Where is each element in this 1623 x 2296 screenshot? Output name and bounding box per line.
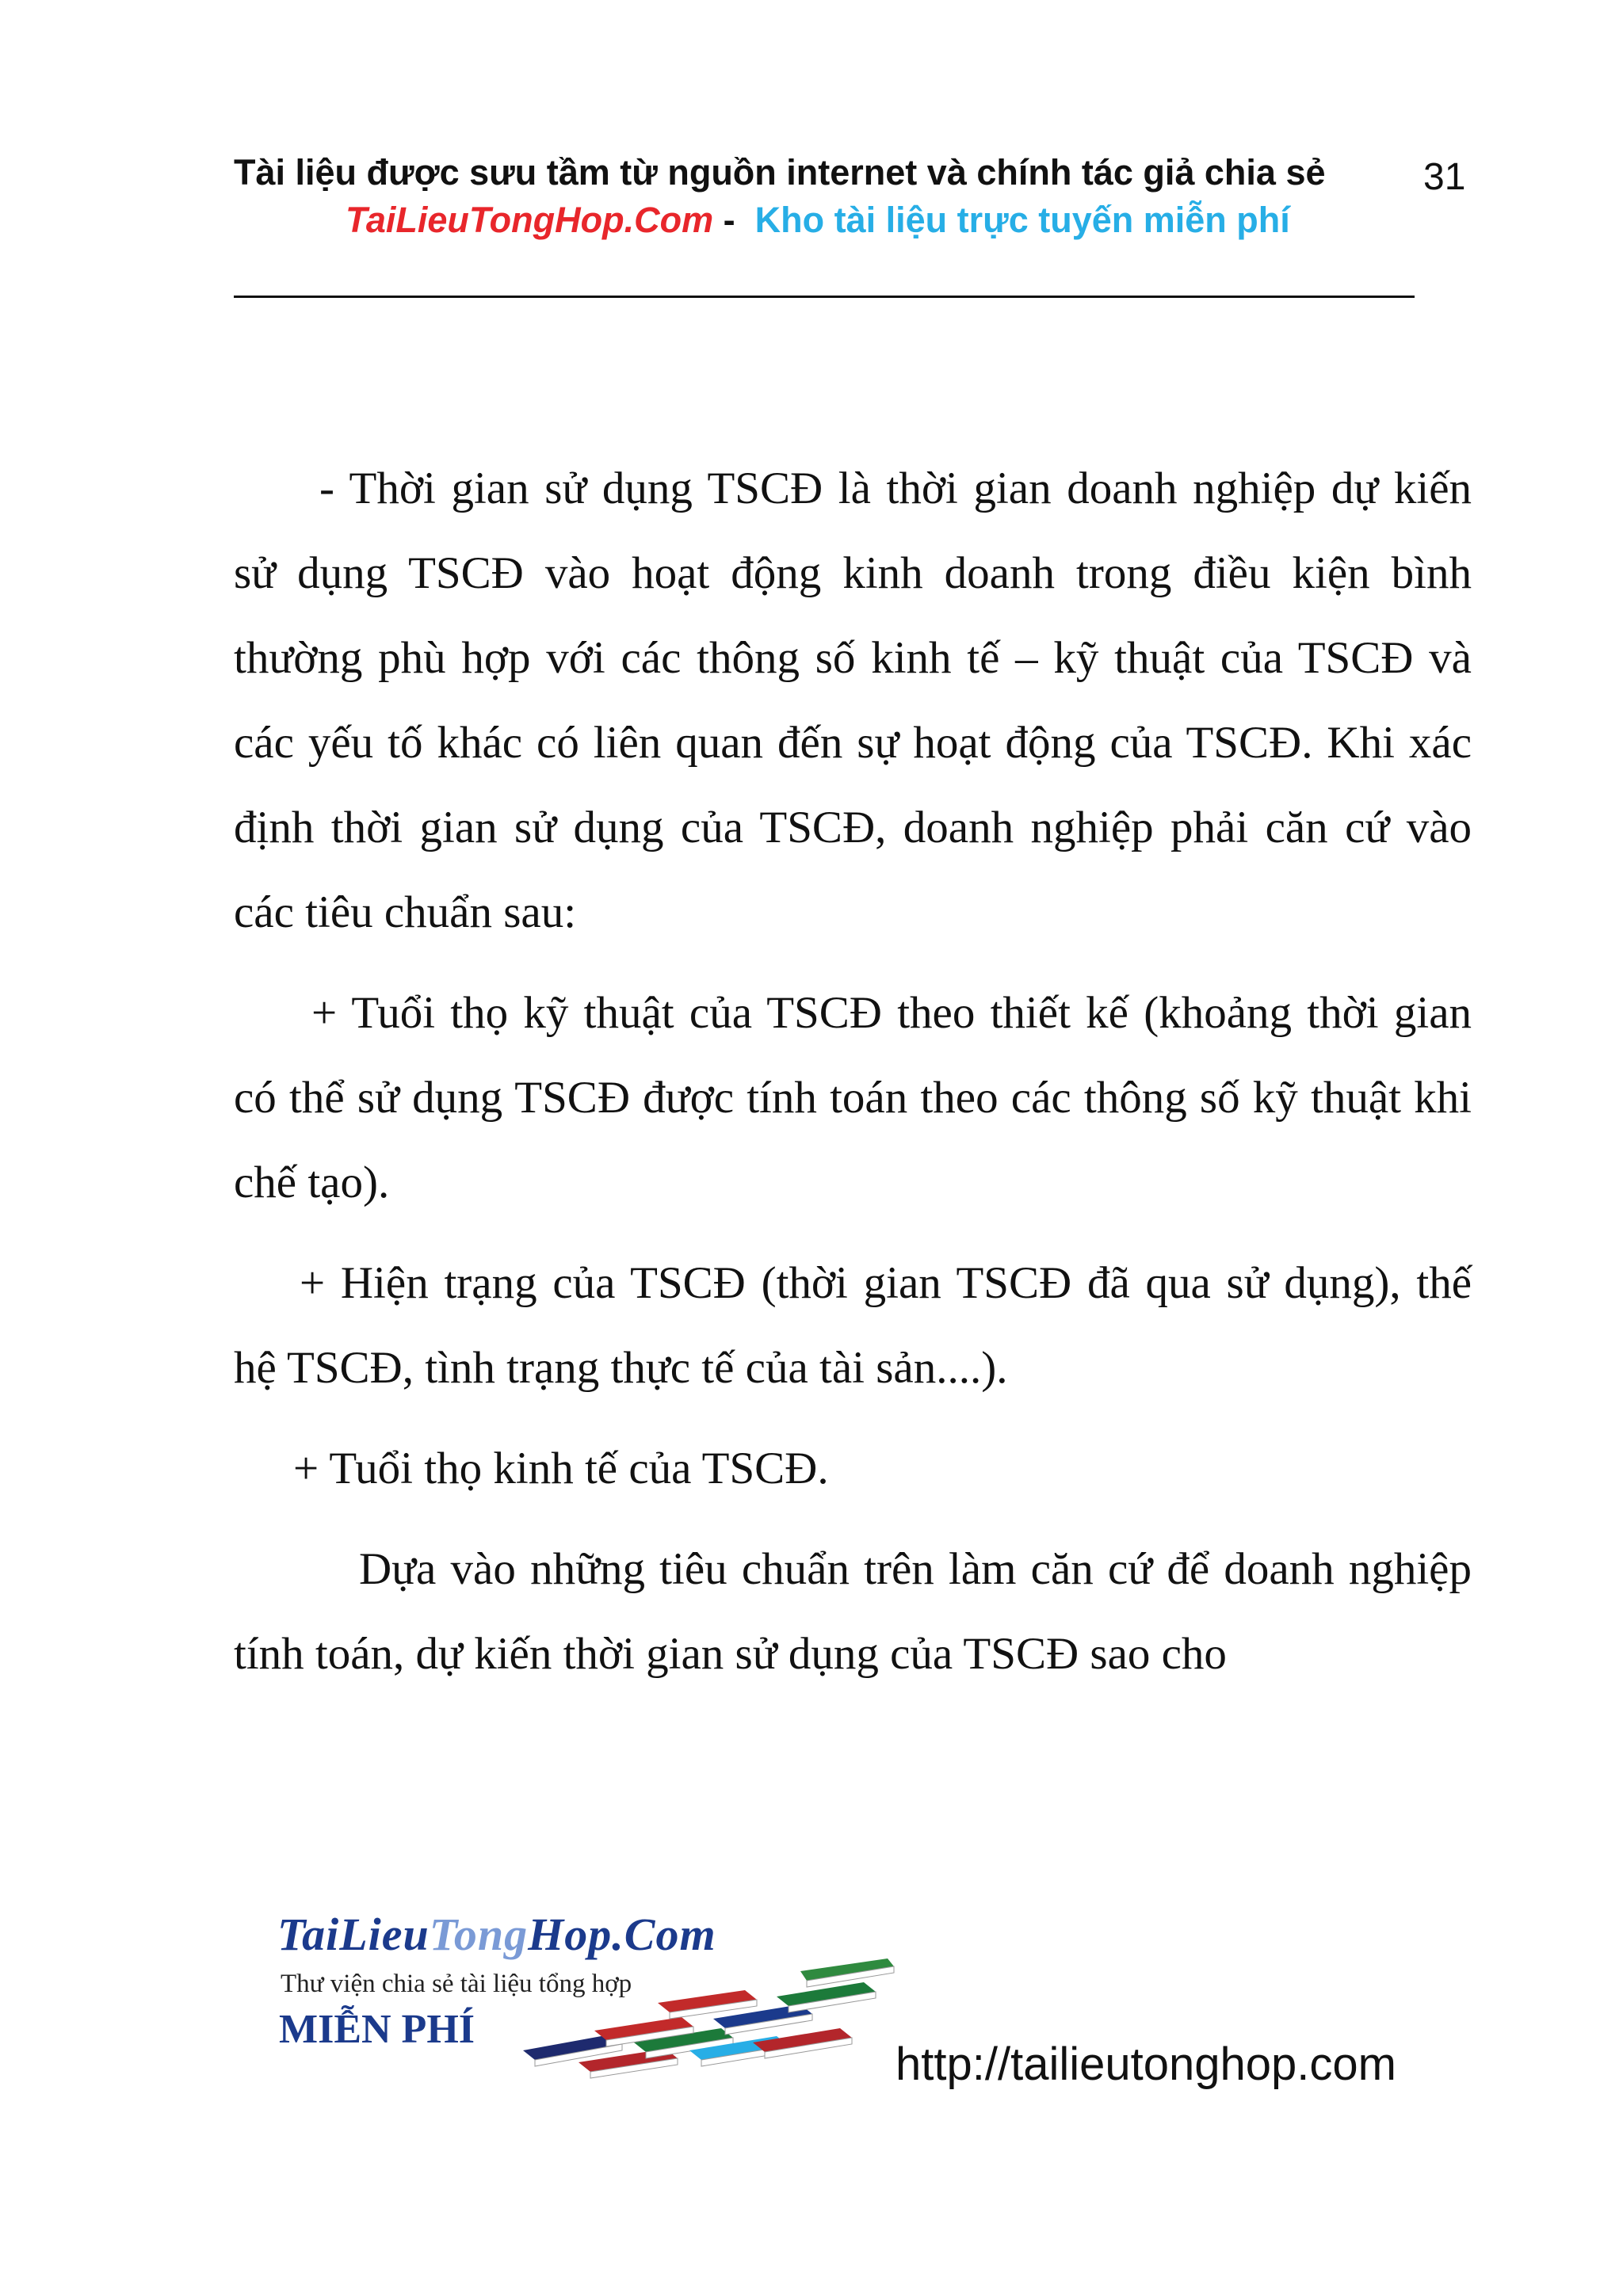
body-paragraph: - Thời gian sử dụng TSCĐ là thời gian doanh nghiệp dự kiến sử dụng TSCĐ vào hoạt động kinh doanh trong điều kiện bình thường phù hợp với các thông số kinh tế – kỹ thuật của TSCĐ và các yếu tố khác có liên quan đến sự hoạt động của TSCĐ. Khi xác định thời gian sử dụng của TSCĐ, doanh nghiệp phải căn cứ vào các tiêu chuẩn sau:: [234, 463, 1472, 937]
logo-title-part: Hop.Com: [528, 1909, 716, 1960]
body-paragraph: + Tuổi thọ kinh tế của TSCĐ.: [293, 1444, 829, 1493]
header-source-note: Tài liệu được sưu tầm từ nguồn internet và chính tác giả chia sẻ: [234, 152, 1326, 193]
body-paragraph: + Hiện trạng của TSCĐ (thời gian TSCĐ đã qua sử dụng), thế hệ TSCĐ, tình trạng thực tế của tài sản....).: [234, 1258, 1472, 1393]
logo-title-part: Tong: [429, 1909, 529, 1960]
logo-title: [277, 1908, 716, 1961]
books-stack-icon: [515, 1955, 896, 2086]
logo-subtitle: Thư viện chia sẻ tài liệu tổng hợp: [281, 1970, 632, 1998]
header-brand-link[interactable]: TaiLieuTongHop.Com: [346, 200, 714, 240]
header-tagline: Kho tài liệu trực tuyến miễn phí: [754, 200, 1290, 240]
body-paragraph: Dựa vào những tiêu chuẩn trên làm căn cứ để doanh nghiệp tính toán, dự kiến thời gian sử dụng của TSCĐ sao cho: [234, 1544, 1472, 1679]
logo-title-part: TaiLieu: [277, 1909, 430, 1960]
header-separator: -: [713, 200, 746, 240]
page-number: 31: [1423, 156, 1466, 198]
footer-url-link[interactable]: http://tailieutonghop.com: [896, 2039, 1396, 2090]
body-paragraph: + Tuổi thọ kỹ thuật của TSCĐ theo thiết kế (khoảng thời gian có thể sử dụng TSCĐ được tính toán theo các thông số kỹ thuật khi chế tạo).: [234, 988, 1472, 1207]
site-logo[interactable]: [277, 1908, 896, 2082]
document-body: [234, 446, 1472, 1712]
header-divider: [234, 296, 1415, 298]
logo-free-label: MIỄN PHÍ: [279, 2007, 475, 2052]
header-brand-line: [346, 200, 1290, 241]
